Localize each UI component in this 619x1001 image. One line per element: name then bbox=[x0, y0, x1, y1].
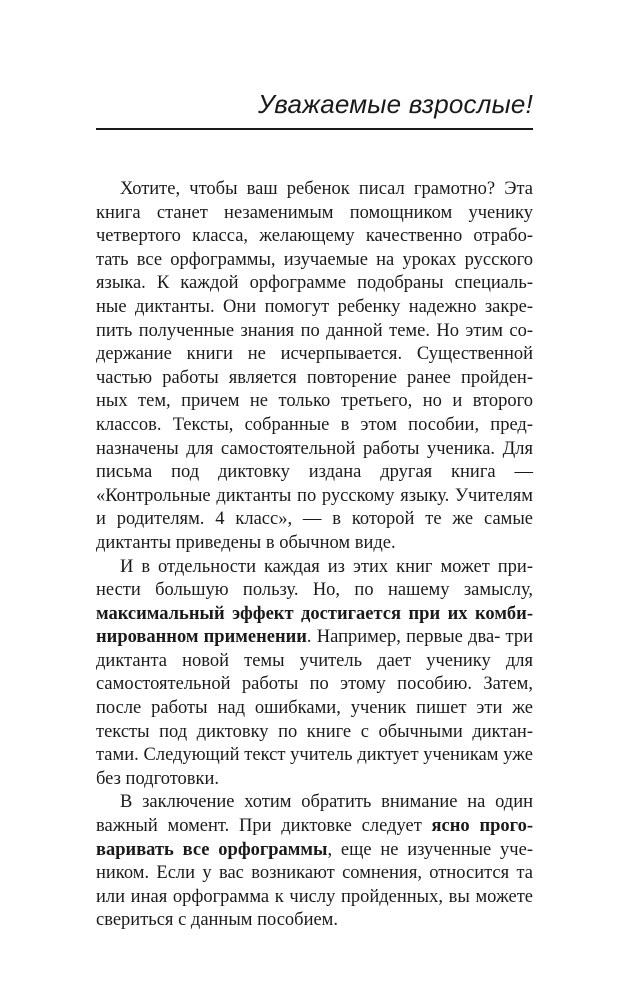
text-line: важный момент. При диктовке следует bbox=[96, 816, 432, 837]
text-line: тексты под диктовку по книге с обычными диктан- bbox=[96, 721, 533, 742]
text-line: назначены для самостоятельной работы ученика. bbox=[96, 438, 496, 459]
text-line: можете свериться с данным пособием. bbox=[96, 886, 534, 931]
paragraph-1 bbox=[96, 178, 533, 556]
text-line: «Контрольные диктанты по русскому языку. bbox=[96, 485, 450, 506]
text-line: после работы над ошибками, ученик пишет эти же bbox=[96, 698, 533, 719]
text-line: три диктанта новой темы учитель дает ученику для bbox=[96, 627, 533, 671]
text-line: самые диктанты приведены в обычном виде. bbox=[96, 509, 534, 553]
bold-emphasis: нированном применении bbox=[96, 627, 307, 648]
text-line: ником. Если у вас возникают сомнения, относится bbox=[96, 863, 510, 884]
paragraph-3 bbox=[96, 791, 533, 933]
paragraph-2 bbox=[96, 556, 533, 792]
body-text bbox=[96, 178, 533, 933]
page-heading: Уважаемые взрослые! bbox=[258, 89, 533, 119]
text-line: тать все орфограммы, изучаемые на уроках русского bbox=[96, 249, 533, 270]
text-line: четвертого класса, желающему качественно отрабо- bbox=[96, 226, 533, 247]
bold-emphasis: максимальный эффект достигается при их комби- bbox=[96, 603, 533, 624]
text-line: , еще не изученные уче- bbox=[327, 839, 533, 860]
text-line: нести большую пользу. Но, по нашему замыслу, bbox=[96, 580, 533, 601]
text-line: частью работы является повторение ранее пройден- bbox=[96, 367, 533, 388]
text-line: В заключение хотим обратить внимание на один bbox=[120, 792, 533, 813]
heading-underline bbox=[96, 128, 533, 130]
text-line: книга станет незаменимым помощником ученику bbox=[96, 202, 533, 223]
text-line: ные диктанты. Они помогут ребенку надежно закре- bbox=[96, 296, 533, 317]
text-line: пить полученные знания по данной теме. Но этим со- bbox=[96, 320, 533, 341]
text-line: уже без подготовки. bbox=[96, 745, 533, 789]
bold-emphasis: ясно прого- bbox=[431, 816, 533, 837]
text-line: держание книги не исчерпывается. Существенной bbox=[96, 344, 533, 365]
text-line: та или иная орфограмма к числу пройденных, вы bbox=[96, 863, 533, 907]
bold-emphasis: варивать все орфограммы bbox=[96, 839, 328, 860]
text-line: Для письма под диктовку издана другая книга — bbox=[96, 438, 533, 483]
text-line: ных тем, причем не только третьего, но и второго bbox=[96, 391, 533, 412]
text-line: тами. Следующий текст учитель диктует ученикам bbox=[96, 745, 499, 766]
text-line: классов. Тексты, собранные в этом пособии, пред- bbox=[96, 414, 533, 435]
text-line: самостоятельной работы по этому пособию. Затем, bbox=[96, 674, 533, 695]
text-line: Учителям и родителям. 4 класс», — в которой те же bbox=[96, 485, 533, 530]
text-line: языка. К каждой орфограмме подобраны специаль- bbox=[96, 273, 533, 294]
text-line: . Например, первые два- bbox=[306, 627, 501, 648]
text-line: Хотите, чтобы ваш ребенок писал грамотно? Эта bbox=[120, 179, 533, 199]
text-line: И в отдельности каждая из этих книг может при- bbox=[120, 556, 533, 577]
